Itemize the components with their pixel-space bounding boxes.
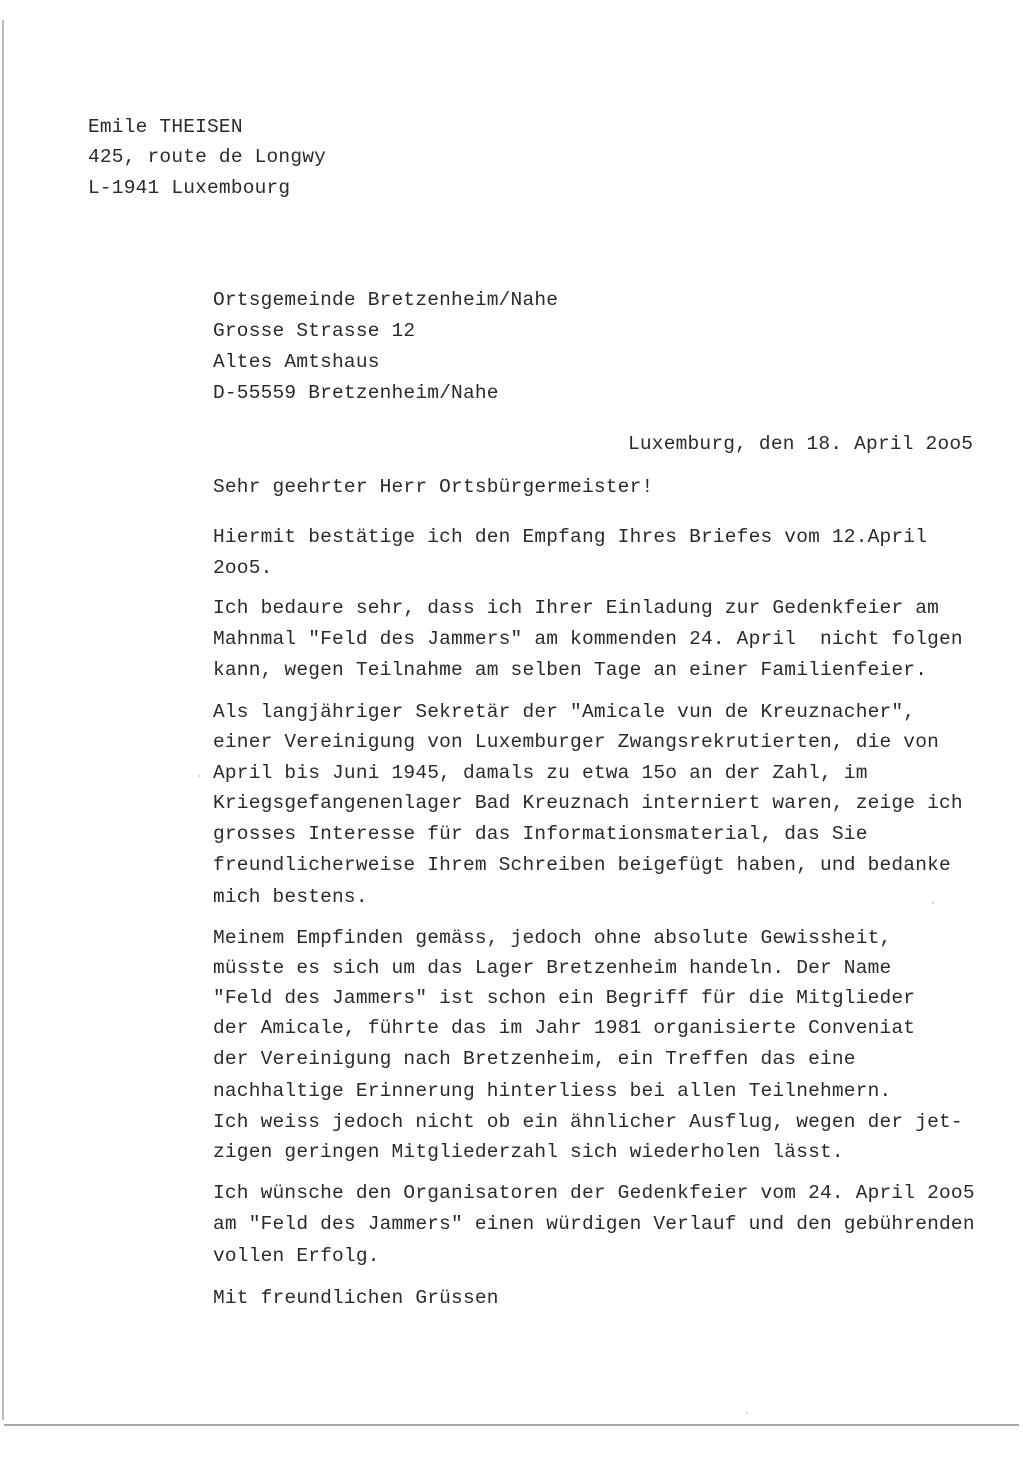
paragraph-4-line-8: zigen geringen Mitgliederzahl sich wiederholen lässt. [213,1141,844,1163]
scan-speck [198,775,200,777]
paragraph-3-line-2: einer Vereinigung von Luxemburger Zwangsrekrutierten, die von [213,731,940,753]
scan-speck [932,902,934,904]
paragraph-1-line-1: Hiermit bestätige ich den Empfang Ihres Briefes vom 12.April [213,526,928,548]
page-left-edge [2,20,4,1420]
paragraph-1-line-2: 2oo5. [213,557,273,579]
paragraph-2-line-2: Mahnmal "Feld des Jammers" am kommenden 24. April nicht folgen [213,628,963,650]
recipient-line-2: Grosse Strasse 12 [213,320,416,342]
date-line: Luxemburg, den 18. April 2oo5 [628,433,974,455]
scan-speck [746,1412,748,1414]
paragraph-3-line-4: Kriegsgefangenenlager Bad Kreuznach interniert waren, zeige ich [213,792,963,814]
paragraph-3-line-5: grosses Interesse für das Informationsmaterial, das Sie [213,823,868,845]
salutation: Sehr geehrter Herr Ortsbürgermeister! [213,476,654,498]
sender-city: L-1941 Luxembourg [88,177,291,199]
paragraph-5-line-3: vollen Erfolg. [213,1245,380,1267]
recipient-line-1: Ortsgemeinde Bretzenheim/Nahe [213,289,559,311]
paragraph-3-line-3: April bis Juni 1945, damals zu etwa 15o an der Zahl, im [213,762,868,784]
recipient-line-4: D-55559 Bretzenheim/Nahe [213,382,499,404]
paragraph-3-line-7: mich bestens. [213,886,368,908]
paragraph-2-line-1: Ich bedaure sehr, dass ich Ihrer Einladung zur Gedenkfeier am [213,597,940,619]
paragraph-3-line-6: freundlicherweise Ihrem Schreiben beigefügt haben, und bedanke [213,854,951,876]
page-bottom-edge [4,1424,1019,1426]
closing: Mit freundlichen Grüssen [213,1287,499,1309]
paragraph-4-line-3: "Feld des Jammers" ist schon ein Begriff für die Mitglieder [213,987,916,1009]
paragraph-4-line-2: müsste es sich um das Lager Bretzenheim handeln. Der Name [213,957,892,979]
sender-name: Emile THEISEN [88,116,243,138]
paragraph-3-line-1: Als langjähriger Sekretär der "Amicale vun de Kreuznacher", [213,701,916,723]
paragraph-4-line-7: Ich weiss jedoch nicht ob ein ähnlicher Ausflug, wegen der jet- [213,1111,963,1133]
paragraph-4-line-5: der Vereinigung nach Bretzenheim, ein Treffen das eine [213,1048,856,1070]
paragraph-4-line-6: nachhaltige Erinnerung hinterliess bei allen Teilnehmern. [213,1080,892,1102]
paragraph-2-line-3: kann, wegen Teilnahme am selben Tage an einer Familienfeier. [213,659,928,681]
recipient-line-3: Altes Amtshaus [213,351,380,373]
paragraph-5-line-1: Ich wünsche den Organisatoren der Gedenkfeier vom 24. April 2oo5 [213,1182,975,1204]
paragraph-5-line-2: am "Feld des Jammers" einen würdigen Verlauf und den gebührenden [213,1213,975,1235]
sender-street: 425, route de Longwy [88,146,327,168]
paragraph-4-line-1: Meinem Empfinden gemäss, jedoch ohne absolute Gewissheit, [213,927,892,949]
paragraph-4-line-4: der Amicale, führte das im Jahr 1981 organisierte Conveniat [213,1017,916,1039]
